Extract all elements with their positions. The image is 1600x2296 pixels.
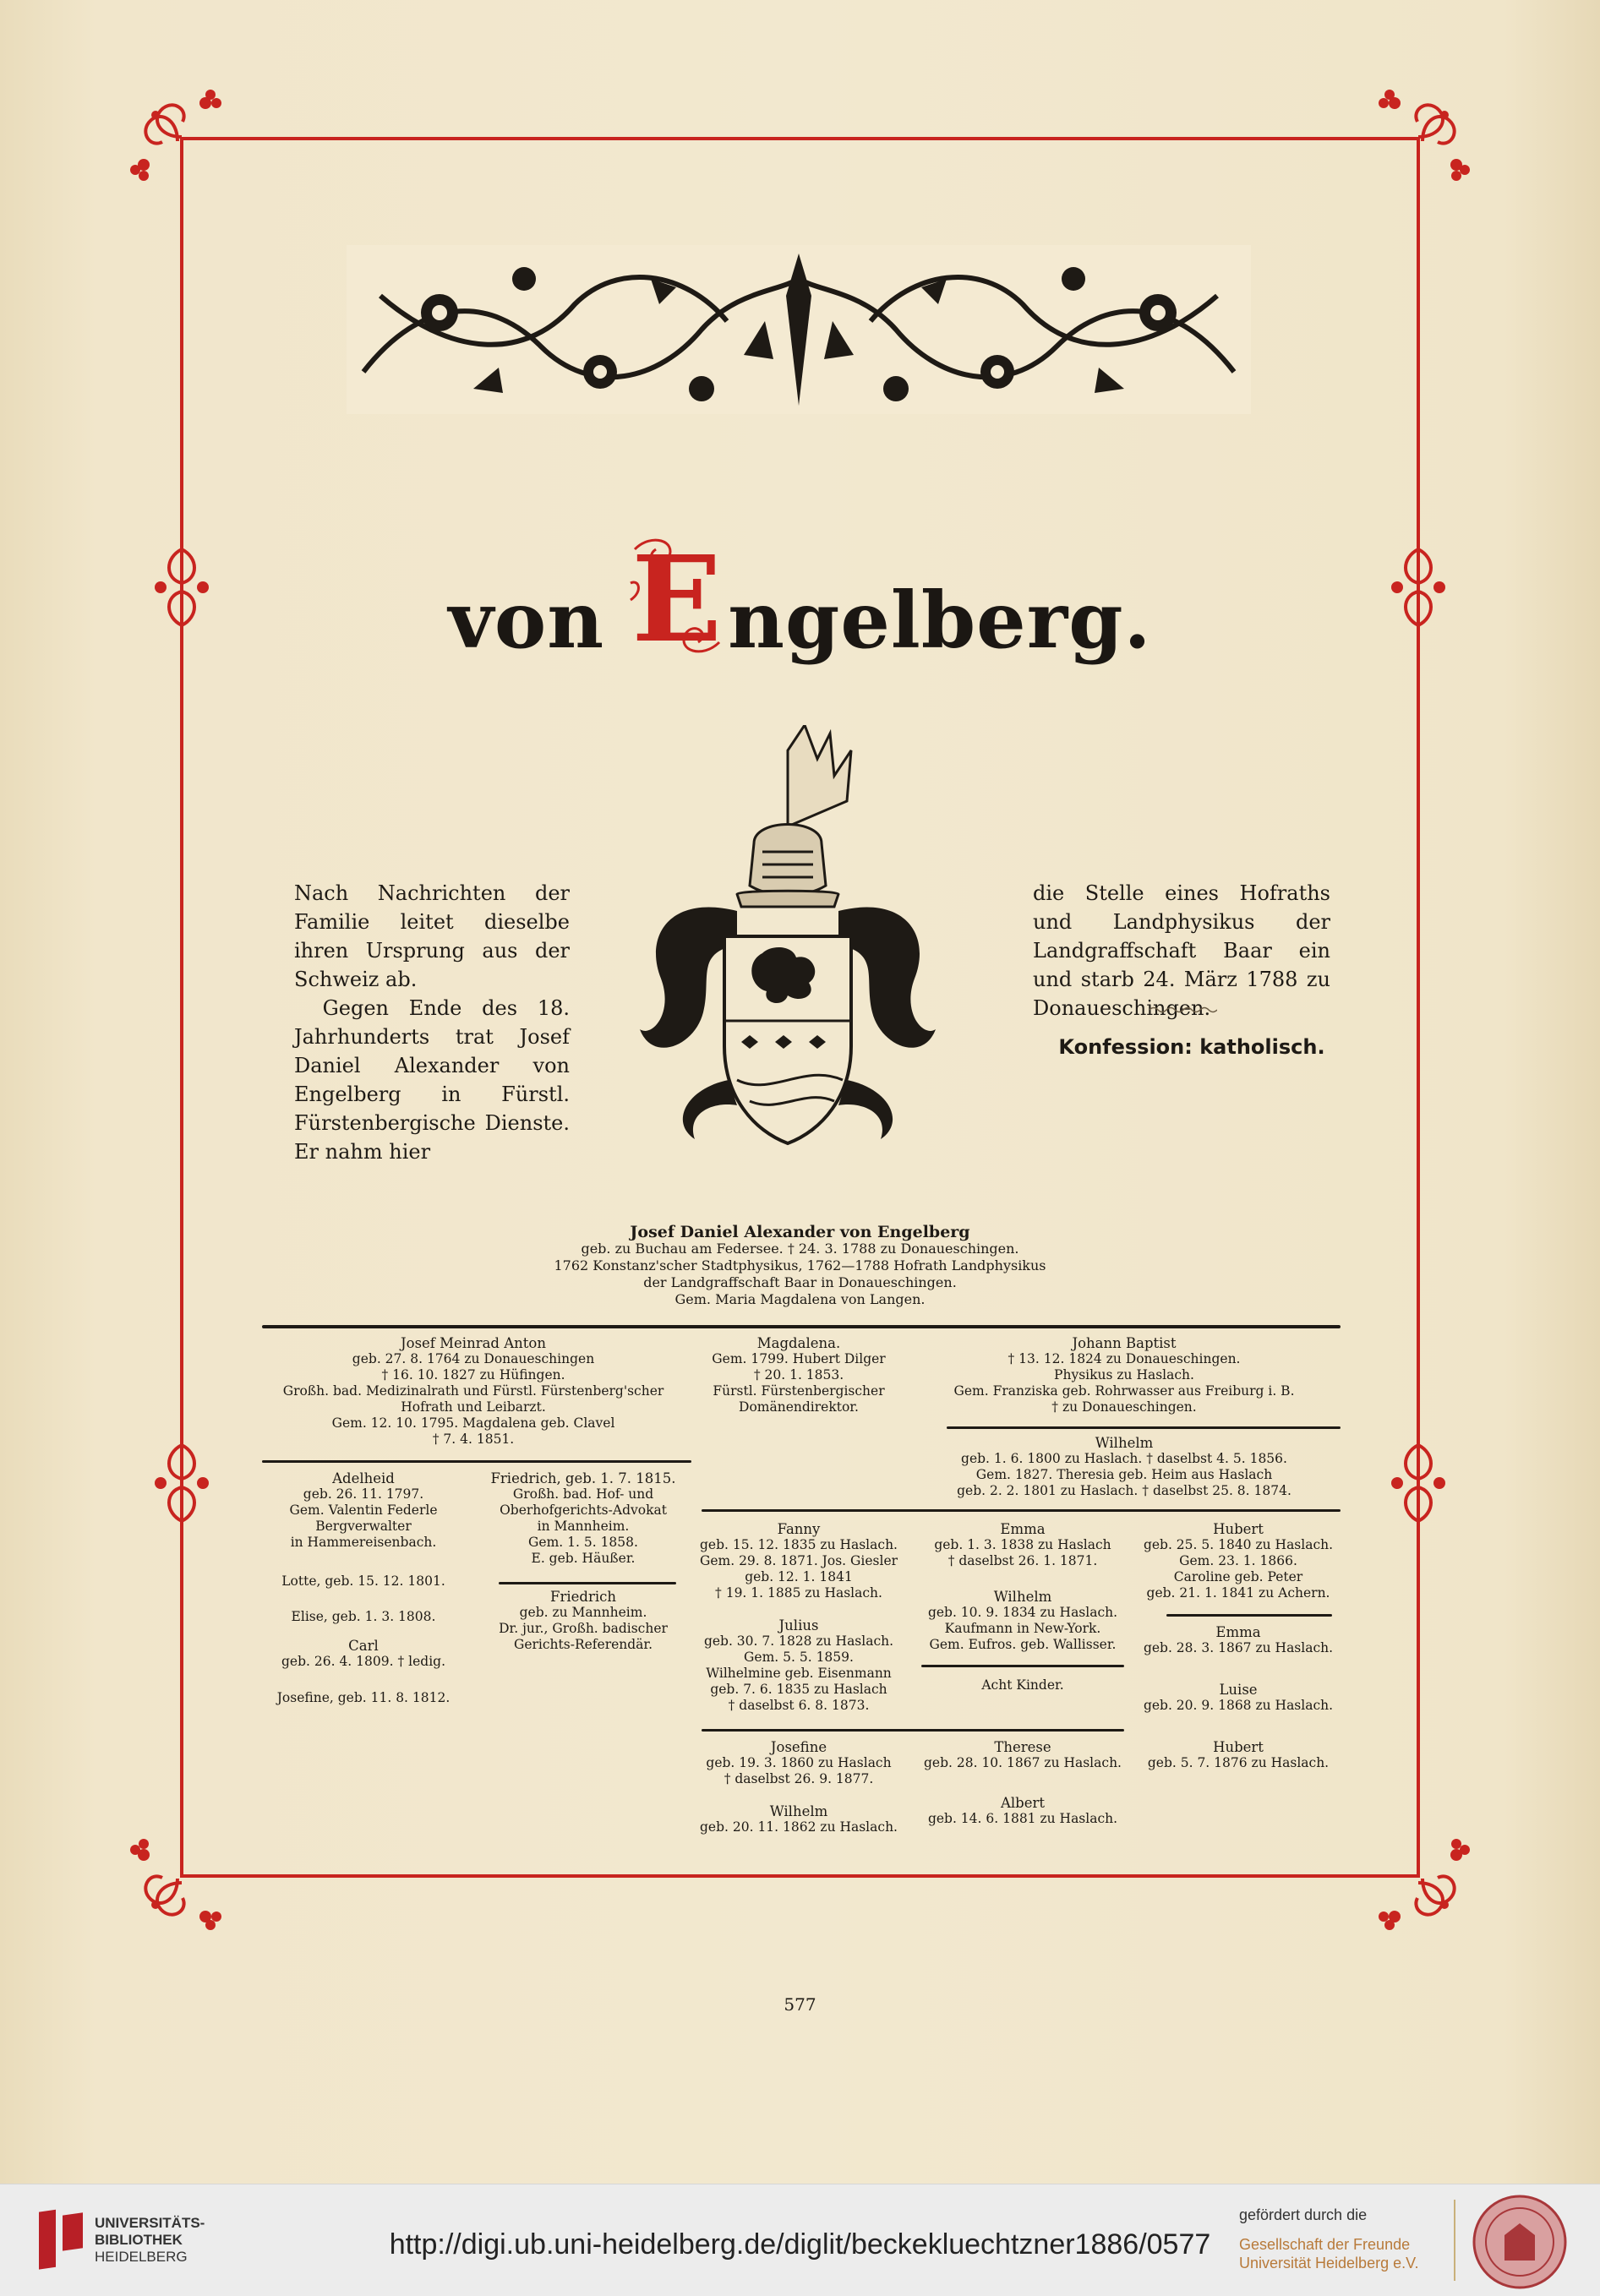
frame-bottom-line	[182, 1874, 1418, 1878]
entry-name: Julius	[778, 1617, 819, 1633]
family-title	[0, 532, 1600, 701]
corner-ornament-bottom-left	[125, 1808, 252, 1935]
entry-name: Josef Meinrad Anton	[401, 1335, 546, 1351]
grandchild-entry-friedrich	[473, 1470, 693, 1567]
entry-line: geb. 1. 6. 1800 zu Haslach. † daselbst 4. 5. 1856.	[961, 1451, 1287, 1466]
entry-line: geb. 2. 2. 1801 zu Haslach. † daselbst 25. 8. 1874.	[957, 1483, 1291, 1498]
great-grandchild-entry-wilhelm	[913, 1589, 1133, 1653]
entry-line: Gem. 29. 8. 1871. Jos. Giesler	[699, 1553, 898, 1568]
entry-line: Elise, geb. 1. 3. 1808.	[291, 1609, 436, 1624]
entry-line: geb. 20. 9. 1868 zu Haslach.	[1143, 1698, 1334, 1713]
side-ornament-right-lower	[1372, 1437, 1465, 1530]
entry-line: Domänendirektor.	[739, 1399, 859, 1415]
corner-ornament-top-right	[1348, 85, 1475, 211]
sponsor-name	[1239, 2235, 1418, 2272]
entry-line: Dr. jur., Großh. badischer	[499, 1621, 668, 1636]
ggg-entry-wilhelm	[693, 1803, 904, 1835]
generation-rule-friedrich	[499, 1582, 676, 1584]
entry-line: Großh. bad. Medizinalrath und Fürstl. Fürstenberg'scher	[282, 1383, 664, 1399]
progenitor-line: 1762 Konstanz'scher Stadtphysikus, 1762—1788 Hofrath Landphysikus	[554, 1257, 1046, 1273]
progenitor-entry	[423, 1224, 1177, 1308]
entry-line: † 7. 4. 1851.	[432, 1432, 515, 1447]
entry-line: Gem. 1. 5. 1858.	[528, 1535, 638, 1550]
library-name-line: HEIDELBERG	[95, 2249, 188, 2265]
great-grandchild-entry-hubert	[1133, 1521, 1344, 1601]
side-ornament-left-lower	[135, 1437, 228, 1530]
viewer-footer	[0, 2184, 1600, 2296]
ggg-entry-luise	[1133, 1682, 1344, 1714]
entry-line: Wilhelmine geb. Eisenmann	[706, 1666, 892, 1681]
progenitor-line: Gem. Maria Magdalena von Langen.	[674, 1291, 926, 1307]
great-grandchild-entry-acht-kinder	[913, 1677, 1133, 1693]
grandchild-entry-elise	[254, 1609, 473, 1625]
entry-line: geb. 27. 8. 1764 zu Donaueschingen	[352, 1351, 595, 1366]
generation-rule-josef-meinrad	[262, 1460, 691, 1463]
corner-ornament-bottom-right	[1348, 1808, 1475, 1935]
frame-right-line	[1417, 137, 1420, 1878]
entry-line: Oberhofgerichts-Advokat	[500, 1502, 667, 1518]
entry-line: Caroline geb. Peter	[1173, 1569, 1303, 1584]
entry-line: Gem. Franziska geb. Rohrwasser aus Freiburg i. B.	[953, 1383, 1295, 1399]
sponsor-name-line: Gesellschaft der Freunde	[1239, 2236, 1411, 2253]
entry-line: geb. 19. 3. 1860 zu Haslach	[706, 1755, 892, 1770]
entry-line: geb. zu Mannheim.	[519, 1605, 647, 1620]
entry-line: Gem. 5. 5. 1859.	[744, 1650, 854, 1665]
entry-line: Fürstl. Fürstenbergischer	[713, 1383, 885, 1399]
entry-line: † zu Donaueschingen.	[1051, 1399, 1197, 1415]
entry-name: Magdalena.	[756, 1335, 841, 1351]
frame-top-line	[182, 137, 1418, 140]
page-number: 577	[784, 1994, 816, 2015]
entry-line: Physikus zu Haslach.	[1054, 1367, 1194, 1383]
ornamental-headpiece	[347, 245, 1251, 414]
entry-line: Acht Kinder.	[981, 1677, 1064, 1693]
sponsor-name-line: Universität Heidelberg e.V.	[1239, 2255, 1419, 2271]
entry-name: Wilhelm	[993, 1589, 1052, 1605]
entry-name: Hubert	[1213, 1521, 1264, 1537]
entry-line: geb. 25. 5. 1840 zu Haslach.	[1143, 1537, 1334, 1552]
university-seal-icon	[1471, 2193, 1569, 2291]
progenitor-name: Josef Daniel Alexander von Engelberg	[630, 1223, 970, 1241]
entry-name: Emma	[1215, 1624, 1261, 1640]
corner-ornament-top-left	[125, 85, 252, 211]
entry-line: geb. 20. 11. 1862 zu Haslach.	[700, 1819, 898, 1835]
entry-name: Emma	[1000, 1521, 1046, 1537]
entry-line: † daselbst 26. 1. 1871.	[947, 1553, 1098, 1568]
entry-line: † daselbst 26. 9. 1877.	[724, 1771, 874, 1786]
entry-line: geb. 26. 11. 1797.	[303, 1486, 424, 1502]
great-grandchild-entry-fanny	[693, 1521, 904, 1601]
frame-left-line	[180, 137, 183, 1878]
entry-line: geb. 26. 4. 1809. † ledig.	[281, 1654, 445, 1669]
entry-line: geb. 5. 7. 1876 zu Haslach.	[1147, 1755, 1330, 1770]
great-grandchild-entry-friedrich	[473, 1589, 693, 1653]
grandchild-entry-carl	[254, 1638, 473, 1670]
great-grandchild-entry-emma	[913, 1521, 1133, 1569]
grandchild-entry-lotte	[254, 1573, 473, 1590]
title-initial-letter: E	[631, 531, 724, 669]
footer-divider	[1454, 2200, 1455, 2281]
ggg-entry-josefine	[693, 1739, 904, 1787]
generation-rule-wilhelm-junior	[921, 1665, 1124, 1667]
entry-name: Adelheid	[332, 1470, 395, 1486]
library-name-line: BIBLIOTHEK	[95, 2232, 183, 2248]
entry-line: geb. 10. 9. 1834 zu Haslach.	[927, 1605, 1118, 1620]
sponsor-lead-text: gefördert durch die	[1239, 2206, 1368, 2223]
coat-of-arms	[636, 725, 940, 1173]
entry-line: geb. 28. 3. 1867 zu Haslach.	[1143, 1640, 1334, 1655]
entry-name: Carl	[348, 1638, 379, 1654]
entry-line: E. geb. Häußer.	[531, 1551, 636, 1566]
entry-name: Therese	[994, 1739, 1051, 1755]
generation-rule-hubert	[1166, 1614, 1332, 1617]
decorated-initial	[626, 531, 728, 669]
entry-line: Gem. Eufros. geb. Wallisser.	[929, 1637, 1117, 1652]
ggg-entry-emma	[1133, 1624, 1344, 1656]
title-rest: ngelberg.	[728, 575, 1152, 666]
entry-line: in Mannheim.	[537, 1519, 630, 1534]
ggg-entry-albert	[913, 1795, 1133, 1827]
entry-line: Hofrath und Leibarzt.	[401, 1399, 546, 1415]
entry-name: Fanny	[777, 1521, 821, 1537]
entry-line: geb. 1. 3. 1838 zu Haslach	[934, 1537, 1111, 1552]
intro-text-left	[294, 879, 570, 1166]
entry-line: in Hammereisenbach.	[290, 1535, 437, 1550]
entry-line: geb. 14. 6. 1881 zu Haslach.	[927, 1811, 1118, 1826]
entry-line: † 13. 12. 1824 zu Donaueschingen.	[1008, 1351, 1241, 1366]
child-entry-josef-meinrad	[254, 1335, 693, 1448]
entry-line: Bergverwalter	[315, 1519, 412, 1534]
title-prefix: von	[448, 575, 605, 666]
entry-name: Wilhelm	[769, 1803, 828, 1819]
entry-name: Hubert	[1213, 1739, 1264, 1755]
entry-line: Gem. 23. 1. 1866.	[1179, 1553, 1297, 1568]
generation-rule-1	[262, 1325, 1341, 1328]
entry-name: Luise	[1219, 1682, 1258, 1698]
ggg-entry-hubert	[1133, 1739, 1344, 1771]
great-grandchild-entry-julius	[693, 1617, 904, 1714]
entry-line: Josefine, geb. 11. 8. 1812.	[276, 1690, 451, 1705]
generation-rule-johann-baptist	[947, 1426, 1341, 1429]
intro-paragraph-2: Gegen Ende des 18. Jahrhunderts trat Josef Daniel Alexander von Engelberg in Fürstl. Fürstenbergische Dienste. Er nahm hier	[294, 996, 570, 1164]
entry-name: Wilhelm	[1095, 1435, 1154, 1451]
entry-line: Gem. 1799. Hubert Dilger	[712, 1351, 886, 1366]
konfession-line: Konfession: katholisch.	[1058, 1035, 1325, 1059]
entry-line: Großh. bad. Hof- und	[512, 1486, 654, 1502]
entry-line: geb. 28. 10. 1867 zu Haslach.	[924, 1755, 1122, 1770]
child-entry-magdalena	[685, 1335, 913, 1415]
grandchild-entry-wilhelm	[913, 1435, 1335, 1499]
entry-line: Gem. Valentin Federle	[289, 1502, 438, 1518]
entry-name: Johann Baptist	[1072, 1335, 1177, 1351]
intro-text-right: die Stelle eines Hofraths und Landphysikus der Landgraffschaft Baar ein und starb 24. März 1788 zu Donaueschingen.	[1033, 881, 1330, 1020]
entry-name: Albert	[1000, 1795, 1046, 1811]
child-entry-johann-baptist	[913, 1335, 1335, 1415]
intro-paragraph-1: Nach Nachrichten der Familie leitet dieselbe ihren Ursprung aus der Schweiz ab.	[294, 881, 570, 991]
permalink-url[interactable]: http://digi.ub.uni-heidelberg.de/diglit/beckekluechtzner1886/0577	[389, 2228, 1211, 2261]
entry-line: † 20. 1. 1853.	[753, 1367, 844, 1383]
entry-line: geb. 7. 6. 1835 zu Haslach	[710, 1682, 887, 1697]
entry-line: Lotte, geb. 15. 12. 1801.	[281, 1573, 445, 1589]
entry-line: geb. 30. 7. 1828 zu Haslach.	[703, 1633, 894, 1649]
wavy-divider	[1149, 1004, 1217, 1016]
entry-name: Friedrich	[550, 1589, 616, 1605]
ggg-entry-therese	[913, 1739, 1133, 1771]
entry-line: Gerichts-Referendär.	[513, 1637, 653, 1652]
progenitor-line: geb. zu Buchau am Federsee. † 24. 3. 1788 zu Donaueschingen.	[581, 1241, 1019, 1257]
entry-name: Friedrich, geb. 1. 7. 1815.	[490, 1470, 676, 1486]
entry-line: † 19. 1. 1885 zu Haslach.	[715, 1585, 882, 1601]
entry-line: geb. 15. 12. 1835 zu Haslach.	[700, 1537, 898, 1552]
entry-name: Josefine	[770, 1739, 827, 1755]
entry-line: † 16. 10. 1827 zu Hüfingen.	[381, 1367, 565, 1383]
grandchild-entry-adelheid	[254, 1470, 473, 1551]
grandchild-entry-josefine	[254, 1690, 473, 1706]
generation-rule-julius	[702, 1729, 1124, 1732]
progenitor-line: der Landgraffschaft Baar in Donaueschingen.	[643, 1274, 957, 1290]
entry-line: Gem. 1827. Theresia geb. Heim aus Haslach	[975, 1467, 1273, 1482]
entry-line: geb. 12. 1. 1841	[745, 1569, 853, 1584]
entry-line: Gem. 12. 10. 1795. Magdalena geb. Clavel	[331, 1415, 615, 1431]
entry-line: † daselbst 6. 8. 1873.	[728, 1698, 870, 1713]
entry-line: Kaufmann in New-York.	[944, 1621, 1101, 1636]
entry-line: geb. 21. 1. 1841 zu Achern.	[1146, 1585, 1330, 1601]
generation-rule-wilhelm	[702, 1509, 1341, 1512]
library-name-line: UNIVERSITÄTS-	[95, 2215, 205, 2231]
